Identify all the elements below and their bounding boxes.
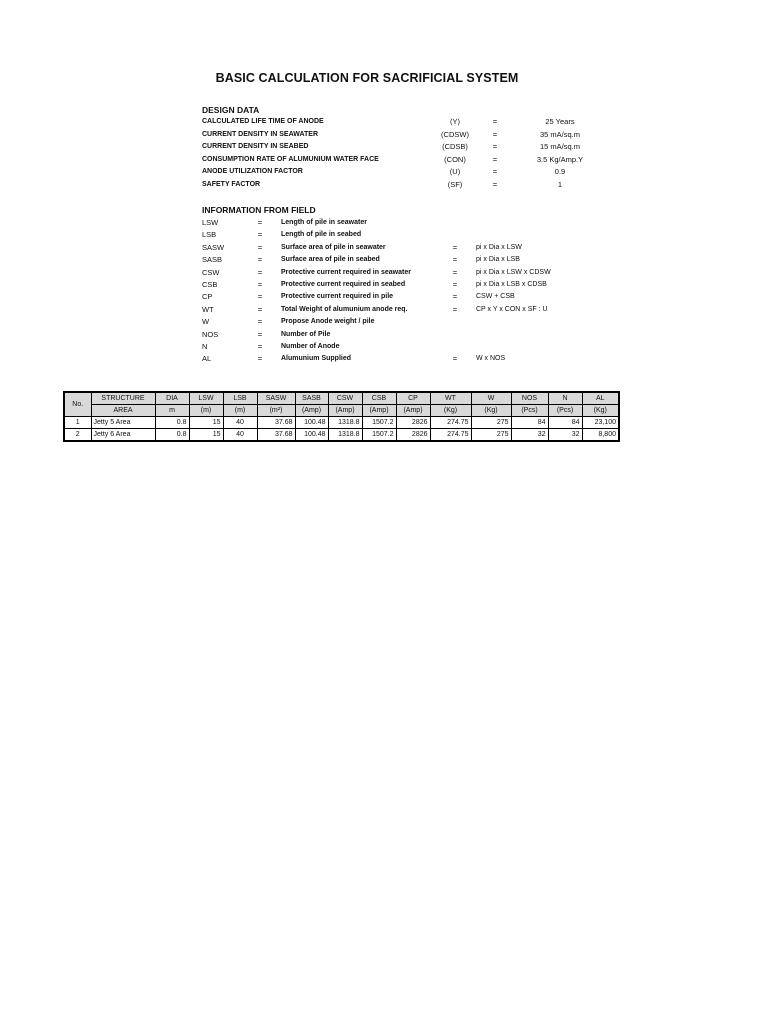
table-cell: 1318.8 [328,429,362,442]
table-cell: 15 [189,417,223,429]
table-cell: 2826 [396,429,430,442]
design-label: CURRENT DENSITY IN SEABED [202,143,309,151]
header-sasb: SASB [295,392,328,405]
table-cell: 0.8 [155,417,189,429]
header-dia: DIA [155,392,189,405]
field-info-row [0,353,768,365]
field-info-row [0,229,768,241]
design-data-row [0,129,768,141]
field-info-row [0,267,768,279]
field-code: LSB [202,230,217,240]
field-info-row [0,316,768,328]
unit-w: (Kg) [471,405,511,417]
design-equals: = [492,117,498,126]
table-cell: 40 [223,417,257,429]
table-cell: 37.68 [257,429,295,442]
field-code: CSB [202,280,218,289]
field-equals: = [257,218,263,227]
unit-wt: (Kg) [430,405,471,417]
header-w: W [471,392,511,405]
table-cell: 2 [64,429,91,442]
field-description: Protective current required in pile [281,293,394,301]
field-equals: = [257,342,263,351]
design-label: CURRENT DENSITY IN SEAWATER [202,130,319,138]
field-code: CP [202,292,213,302]
unit-csw: (Amp) [328,405,362,417]
table-cell: 1507.2 [362,429,396,442]
field-formula: pi x Dia x LSW x CDSW [476,268,551,276]
field-code: W [202,317,210,327]
field-equals-2: = [452,242,458,252]
header-lsb: LSB [223,392,257,405]
table-cell: 37.68 [257,417,295,429]
design-label: ANODE UTILIZATION FACTOR [202,168,303,176]
design-data-row [0,166,768,178]
field-description: Alumunium Supplied [281,355,351,363]
unit-n: (Pcs) [548,405,582,417]
field-equals-2: = [452,280,458,289]
design-symbol: (CDSB) [442,142,468,152]
field-equals: = [257,267,263,277]
field-equals: = [257,317,263,327]
header-sasw: SASW [257,392,295,405]
design-symbol: (SF) [447,180,463,189]
field-info-row [0,254,768,266]
table-cell: 275 [471,417,511,429]
field-formula: W x NOS [476,355,506,363]
table-cell: 100.48 [295,429,328,442]
field-code: WT [202,304,214,314]
field-info-row [0,304,768,316]
table-cell: Jetty 6 Area [91,429,155,442]
field-info-row [0,291,768,303]
unit-sasb: (Amp) [295,405,328,417]
header-csw: CSW [328,392,362,405]
design-equals: = [492,180,498,189]
field-description: Protective current required in seawater [281,268,411,276]
field-code: CSW [202,267,220,277]
unit-sasw: (m²) [257,405,295,417]
field-code: NOS [202,329,219,339]
table-cell: 0.8 [155,429,189,442]
design-value: 15 mA/sq.m [539,142,580,152]
design-data-row [0,141,768,153]
field-code: LSW [202,218,219,227]
field-code: N [202,342,208,351]
design-symbol: (U) [449,167,461,177]
field-equals-2: = [452,354,458,364]
design-equals: = [492,167,498,177]
field-equals: = [257,242,263,252]
field-equals: = [257,292,263,302]
design-symbol: (CDSW) [441,129,469,139]
table-row [64,417,619,429]
table-cell: 32 [548,429,582,442]
table-cell: 23,100 [582,417,619,429]
field-equals-2: = [452,267,458,277]
field-equals-2: = [452,292,458,302]
field-info-row [0,329,768,341]
unit-nos: (Pcs) [511,405,548,417]
field-formula: pi x Dia x LSW [476,243,522,251]
table-cell: 32 [511,429,548,442]
header-n: N [548,392,582,405]
table-cell: 1318.8 [328,417,362,429]
field-code: SASB [202,255,223,265]
design-value: 1 [557,180,563,189]
table-row [64,429,619,442]
field-equals: = [257,230,263,240]
design-symbol: (CON) [444,154,466,164]
field-description: Number of Pile [281,330,331,338]
field-description: Surface area of pile in seawater [281,243,386,251]
field-description: Surface area of pile in seabed [281,256,380,264]
header-csb: CSB [362,392,396,405]
design-equals: = [492,154,498,164]
header-cp: CP [396,392,430,405]
unit-al: (Kg) [582,405,619,417]
field-equals: = [257,354,263,364]
field-info-row [0,242,768,254]
design-data-row [0,154,768,166]
design-value: 0.9 [554,167,566,177]
table-cell: 100.48 [295,417,328,429]
header-al: AL [582,392,619,405]
header-wt: WT [430,392,471,405]
design-data-heading: DESIGN DATA [202,105,260,115]
calculation-table [63,391,620,442]
field-info-heading: INFORMATION FROM FIELD [202,205,316,215]
table-cell: 40 [223,429,257,442]
field-equals-2: = [452,255,458,265]
table-cell: 274.75 [430,417,471,429]
field-info-row [0,279,768,291]
table-cell: Jetty 5 Area [91,417,155,429]
field-description: Length of pile in seawater [281,219,367,226]
field-code: SASW [202,242,225,252]
unit-area: AREA [91,405,155,417]
field-info-row [0,341,768,353]
field-formula: CP x Y x CON x SF : U [476,305,548,313]
design-label: SAFETY FACTOR [202,181,261,188]
field-description: Number of Anode [281,343,340,350]
header-nos: NOS [511,392,548,405]
unit-csb: (Amp) [362,405,396,417]
field-description: Length of pile in seabed [281,231,362,239]
table-cell: 2826 [396,417,430,429]
document-title: BASIC CALCULATION FOR SACRIFICIAL SYSTEM [215,71,519,85]
table-cell: 84 [511,417,548,429]
field-code: AL [202,354,212,364]
table-cell: 8,800 [582,429,619,442]
field-equals: = [257,304,263,314]
design-equals: = [492,129,498,139]
unit-lsw: (m) [189,405,223,417]
header-lsw: LSW [189,392,223,405]
table-cell: 274.75 [430,429,471,442]
unit-lsb: (m) [223,405,257,417]
field-equals: = [257,255,263,265]
table-units-row [64,405,619,417]
field-equals: = [257,329,263,339]
field-info-row [0,217,768,229]
field-formula: CSW + CSB [476,293,515,301]
design-data-row [0,179,768,191]
design-value: 3.5 Kg/Amp.Y [536,154,584,164]
table-cell: 84 [548,417,582,429]
design-label: CONSUMPTION RATE OF ALUMUNIUM WATER FACE [202,155,379,163]
header-structure: STRUCTURE [91,392,155,405]
field-equals-2: = [452,304,458,314]
design-equals: = [492,142,498,152]
design-label: CALCULATED LIFE TIME OF ANODE [202,118,324,125]
design-data-row [0,116,768,128]
field-description: Total Weight of alumunium anode req. [281,305,408,313]
unit-dia: m [155,405,189,417]
design-symbol: (Y) [450,117,460,126]
table-cell: 1 [64,417,91,429]
field-description: Protective current required in seabed [281,281,406,288]
field-formula: pi x Dia x LSB [476,256,520,264]
table-cell: 275 [471,429,511,442]
field-description: Propose Anode weight / pile [281,318,375,326]
field-equals: = [257,280,263,289]
design-value: 35 mA/sq.m [539,129,580,139]
table-header-row [64,392,619,405]
table-cell: 15 [189,429,223,442]
design-value: 25 Years [545,117,575,126]
unit-cp: (Amp) [396,405,430,417]
header-no: No. [64,392,91,417]
field-formula: pi x Dia x LSB x CDSB [476,281,547,288]
table-cell: 1507.2 [362,417,396,429]
